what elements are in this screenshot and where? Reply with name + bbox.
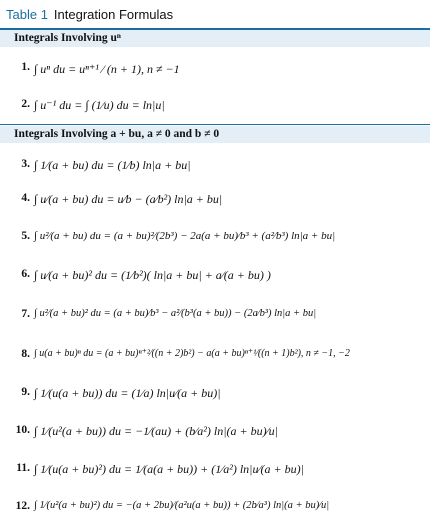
formula-row <box>0 452 430 488</box>
formula-number: 4. <box>21 192 30 204</box>
formula-expression: ∫ u⁄(a + bu) du = u⁄b − (a⁄b²) ln|a + bu| <box>34 192 223 206</box>
section-rule <box>0 124 430 125</box>
formula-row <box>0 414 430 450</box>
formula-number: 11. <box>16 462 30 474</box>
formula-number: 7. <box>21 308 30 320</box>
formula-row <box>0 52 430 88</box>
formula-row <box>0 258 430 294</box>
formula-expression: ∫ u(a + bu)ⁿ du = (a + bu)ⁿ⁺²⁄((n + 2)b²) − a(a + bu)ⁿ⁺¹⁄((n + 1)b²), n ≠ −1, −2 <box>34 348 350 359</box>
formula-expression: ∫ u⁄(a + bu)² du = (1⁄b²)( ln|a + bu| + a⁄(a + bu) ) <box>34 268 271 282</box>
section-heading-un: Integrals Involving uⁿ <box>0 30 430 47</box>
formula-expression: ∫ uⁿ du = uⁿ⁺¹ ⁄ (n + 1), n ≠ −1 <box>34 62 180 76</box>
formula-expression: ∫ u²⁄(a + bu)² du = (a + bu)⁄b³ − a²⁄(b³(a + bu)) − (2a⁄b³) ln|a + bu| <box>34 308 317 319</box>
formula-expression: ∫ u⁻¹ du = ∫ (1⁄u) du = ln|u| <box>34 98 165 112</box>
table-caption: Integration Formulas <box>53 7 174 22</box>
formula-number: 8. <box>21 348 30 360</box>
formula-row <box>0 338 430 374</box>
formula-number: 9. <box>21 386 30 398</box>
formula-row <box>0 376 430 412</box>
formula-row <box>0 298 430 334</box>
formula-expression: ∫ 1⁄(a + bu) du = (1⁄b) ln|a + bu| <box>34 158 191 172</box>
formula-expression: ∫ 1⁄(u(a + bu)) du = (1⁄a) ln|u⁄(a + bu)| <box>34 386 221 400</box>
formula-expression: ∫ u²⁄(a + bu) du = (a + bu)²⁄(2b³) − 2a(a + bu)⁄b³ + (a²⁄b³) ln|a + bu| <box>34 230 336 242</box>
formula-number: 6. <box>21 268 30 280</box>
section-heading-abu: Integrals Involving a + bu, a ≠ 0 and b ≠ 0 <box>0 126 430 143</box>
formula-number: 5. <box>21 230 30 242</box>
formula-expression: ∫ 1⁄(u(a + bu)²) du = 1⁄(a(a + bu)) + (1⁄a²) ln|u⁄(a + bu)| <box>34 462 304 476</box>
table-label: Table 1 <box>6 7 48 22</box>
formula-number: 2. <box>21 98 30 110</box>
table-title <box>6 4 173 26</box>
formula-number: 12. <box>15 500 30 512</box>
formula-expression: ∫ 1⁄(u²(a + bu)²) du = −(a + 2bu)⁄(a²u(a + bu)) + (2b⁄a³) ln|(a + bu)⁄u| <box>34 500 330 511</box>
formula-number: 1. <box>21 61 30 73</box>
formula-expression: ∫ 1⁄(u²(a + bu)) du = −1⁄(au) + (b⁄a²) ln|(a + bu)⁄u| <box>34 424 278 438</box>
formula-row <box>0 220 430 256</box>
formula-number: 3. <box>21 158 30 170</box>
formula-row <box>0 490 430 526</box>
formula-row <box>0 150 430 182</box>
formula-number: 10. <box>15 424 30 436</box>
formula-row <box>0 90 430 122</box>
formula-row <box>0 184 430 216</box>
